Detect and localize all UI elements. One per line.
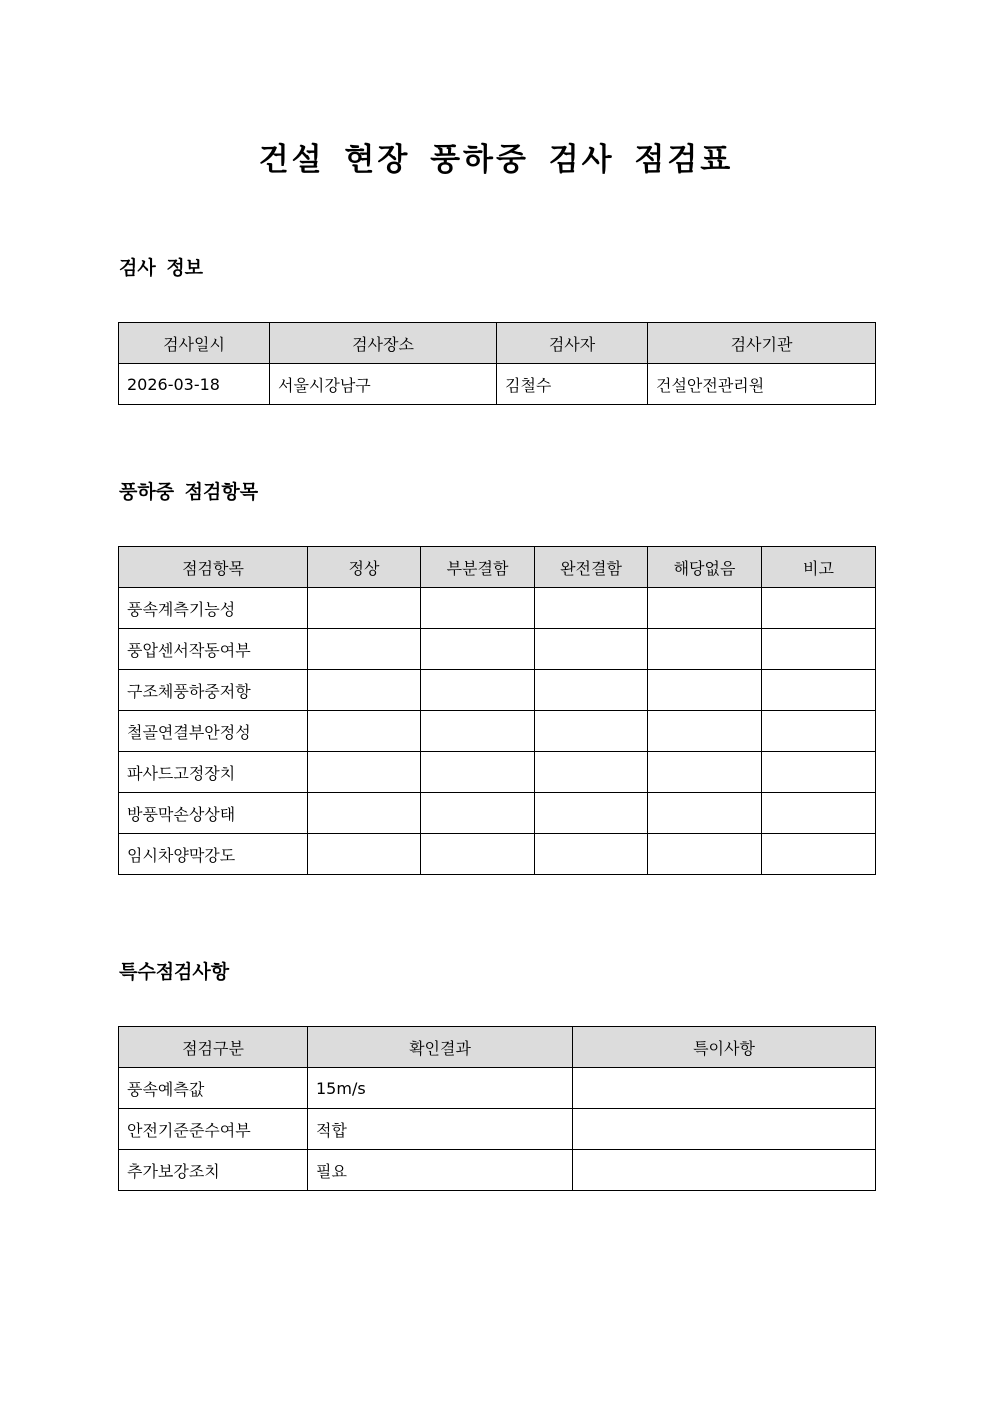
check-cell[interactable] — [648, 588, 762, 629]
check-cell[interactable] — [535, 588, 648, 629]
header-cell: 비고 — [762, 547, 876, 588]
check-cell[interactable] — [421, 711, 535, 752]
header-cell: 특이사항 — [573, 1027, 876, 1068]
check-cell[interactable] — [308, 711, 421, 752]
check-cell[interactable] — [648, 793, 762, 834]
check-cell[interactable] — [308, 793, 421, 834]
item-label: 안전기준준수여부 — [119, 1109, 308, 1150]
header-cell: 검사일시 — [119, 323, 270, 364]
check-cell[interactable] — [421, 834, 535, 875]
check-cell[interactable]: 15m/s — [308, 1068, 573, 1109]
header-cell: 부분결함 — [421, 547, 535, 588]
item-label: 추가보강조치 — [119, 1150, 308, 1191]
header-cell: 완전결함 — [535, 547, 648, 588]
check-cell[interactable] — [535, 752, 648, 793]
header-cell: 검사기관 — [648, 323, 876, 364]
item-label: 임시차양막강도 — [119, 834, 308, 875]
inspector: 김철수 — [497, 364, 648, 405]
table-row — [119, 752, 876, 793]
check-cell[interactable] — [573, 1109, 876, 1150]
table-header-row — [119, 1027, 876, 1068]
check-cell[interactable] — [308, 629, 421, 670]
header-cell: 점검항목 — [119, 547, 308, 588]
item-label: 풍속계측기능성 — [119, 588, 308, 629]
table-row — [119, 793, 876, 834]
header-cell: 확인결과 — [308, 1027, 573, 1068]
check-cell[interactable] — [535, 793, 648, 834]
check-cell[interactable] — [535, 670, 648, 711]
header-cell: 정상 — [308, 547, 421, 588]
check-cell[interactable] — [421, 793, 535, 834]
check-cell[interactable] — [535, 629, 648, 670]
check-cell[interactable] — [762, 711, 876, 752]
item-label: 철골연결부안정성 — [119, 711, 308, 752]
info-table — [118, 322, 876, 405]
check-cell[interactable] — [648, 834, 762, 875]
table-header-row — [119, 547, 876, 588]
check-cell[interactable] — [762, 629, 876, 670]
check-cell[interactable] — [648, 629, 762, 670]
check-cell[interactable] — [535, 834, 648, 875]
check-cell[interactable] — [762, 834, 876, 875]
checklist-table — [118, 546, 876, 875]
table-row — [119, 1068, 876, 1109]
table-row — [119, 670, 876, 711]
header-cell: 검사장소 — [270, 323, 497, 364]
inspection-date: 2026-03-18 — [119, 364, 270, 405]
info-section-heading: 검사 정보 — [119, 257, 204, 279]
check-cell[interactable] — [762, 752, 876, 793]
table-row — [119, 711, 876, 752]
item-label: 구조체풍하중저항 — [119, 670, 308, 711]
check-cell[interactable] — [648, 670, 762, 711]
check-cell[interactable] — [762, 670, 876, 711]
check-cell[interactable]: 적합 — [308, 1109, 573, 1150]
check-cell[interactable]: 필요 — [308, 1150, 573, 1191]
check-cell[interactable] — [421, 752, 535, 793]
header-cell: 점검구분 — [119, 1027, 308, 1068]
table-row — [119, 588, 876, 629]
special-table — [118, 1026, 876, 1191]
document-title: 건설 현장 풍하중 검사 점검표 — [258, 142, 734, 178]
check-cell[interactable] — [308, 588, 421, 629]
check-cell[interactable] — [308, 834, 421, 875]
inspection-agency: 건설안전관리원 — [648, 364, 876, 405]
item-label: 방풍막손상상태 — [119, 793, 308, 834]
check-cell[interactable] — [648, 711, 762, 752]
item-label: 풍압센서작동여부 — [119, 629, 308, 670]
table-row — [119, 834, 876, 875]
table-header-row — [119, 323, 876, 364]
header-cell: 해당없음 — [648, 547, 762, 588]
table-row — [119, 1109, 876, 1150]
check-cell[interactable] — [573, 1068, 876, 1109]
checklist-section-heading: 풍하중 점검항목 — [119, 481, 259, 503]
item-label: 파사드고정장치 — [119, 752, 308, 793]
inspection-location: 서울시강남구 — [270, 364, 497, 405]
table-row — [119, 1150, 876, 1191]
header-cell: 검사자 — [497, 323, 648, 364]
special-section-heading: 특수점검사항 — [119, 961, 230, 983]
check-cell[interactable] — [421, 670, 535, 711]
table-row — [119, 629, 876, 670]
check-cell[interactable] — [308, 670, 421, 711]
check-cell[interactable] — [421, 629, 535, 670]
check-cell[interactable] — [762, 588, 876, 629]
check-cell[interactable] — [308, 752, 421, 793]
check-cell[interactable] — [648, 752, 762, 793]
check-cell[interactable] — [762, 793, 876, 834]
table-row — [119, 364, 876, 405]
check-cell[interactable] — [573, 1150, 876, 1191]
check-cell[interactable] — [535, 711, 648, 752]
check-cell[interactable] — [421, 588, 535, 629]
item-label: 풍속예측값 — [119, 1068, 308, 1109]
